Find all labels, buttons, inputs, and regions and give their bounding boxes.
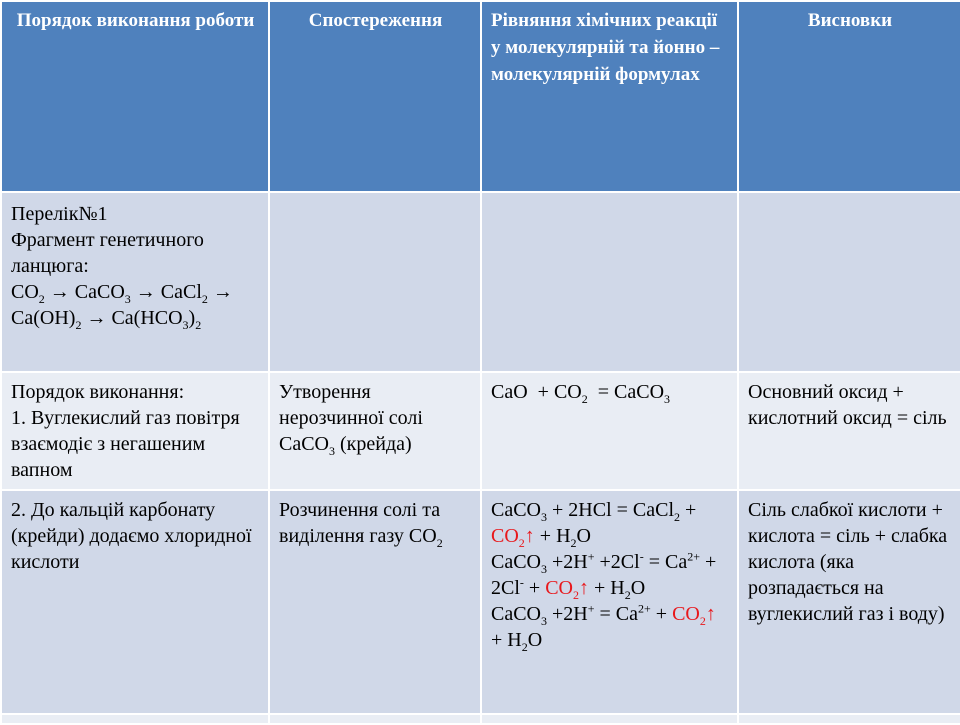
step-1-text: 1. Вуглекислий газ повітря взаємодіє з негашеним вапном (11, 407, 240, 481)
row1-conclusion-cell (738, 192, 960, 372)
list-title: Перелік№1 (11, 203, 108, 225)
row2-procedure-cell (1, 372, 269, 490)
equation-2-molecular: CaCO$_3$ + 2HCl = CaCl$_2$ + $CO_2↑ + H_2O$ (491, 499, 697, 550)
row3-procedure-cell (1, 490, 269, 714)
table-row (1, 372, 960, 490)
row4-cell (269, 714, 481, 724)
header-observation: Спостереження (269, 1, 481, 192)
equation-2-full-ionic: CaCO$_3$ $+2H^+ +2Cl^- = Ca^{2+} + 2Cl^-$ + $CO_2↑ + H_2O$ (491, 549, 717, 602)
row2-observation-cell (269, 372, 481, 490)
row3-conclusion-cell (738, 490, 960, 714)
observation-1-text: Утворення нерозчинної солі CaCO$_3$ (крейда) (279, 381, 423, 458)
row1-procedure-cell (1, 192, 269, 372)
header-procedure: Порядок виконання роботи (1, 1, 269, 192)
row2-equation-cell (481, 372, 738, 490)
table-row (1, 490, 960, 714)
header-conclusions: Висновки (738, 1, 960, 192)
equation-1: CaO + $CO_2$ = CaCO$_3$ (491, 381, 671, 406)
row4-cell (1, 714, 269, 724)
procedure-caption: Порядок виконання: (11, 381, 185, 403)
row4-cell (738, 714, 960, 724)
row1-observation-cell (269, 192, 481, 372)
row2-conclusion-cell (738, 372, 960, 490)
row4-cell (481, 714, 738, 724)
header-equations: Рівняння хімічних реакції у молекулярній та йонно – молекулярній формулах (481, 1, 738, 192)
row3-equation-cell (481, 490, 738, 714)
equation-2-short-ionic: CaCO$_3$ $+2H^+ = Ca^{2+}$ + $CO_2↑ + H_2O$ (491, 601, 716, 654)
row3-observation-cell (269, 490, 481, 714)
chain-caption: Фрагмент генетичного ланцюга: (11, 229, 204, 277)
table-row (1, 714, 960, 724)
observation-2-text: Розчинення солі та виділення газу $CO_2$ (279, 499, 443, 550)
row1-equation-cell (481, 192, 738, 372)
table-row (1, 192, 960, 372)
step-2-text: 2. До кальцій карбонату (крейди) додаємо хлоридної кислоти (11, 499, 252, 573)
conclusion-1-text: Основний оксид + кислотний оксид = сіль (748, 381, 947, 429)
table-header-row (1, 1, 960, 192)
conclusion-2-text: Сіль слабкої кислоти + кислота = сіль + слабка кислота (яка розпадається на вуглекислий газ і воду) (748, 499, 948, 625)
genetic-chain-formula: $CO_2$ → CaCO$_3$ → CaCl$_2$ → $Ca(OH)_2 \to Ca(HCO_3)_2$ (11, 281, 233, 332)
